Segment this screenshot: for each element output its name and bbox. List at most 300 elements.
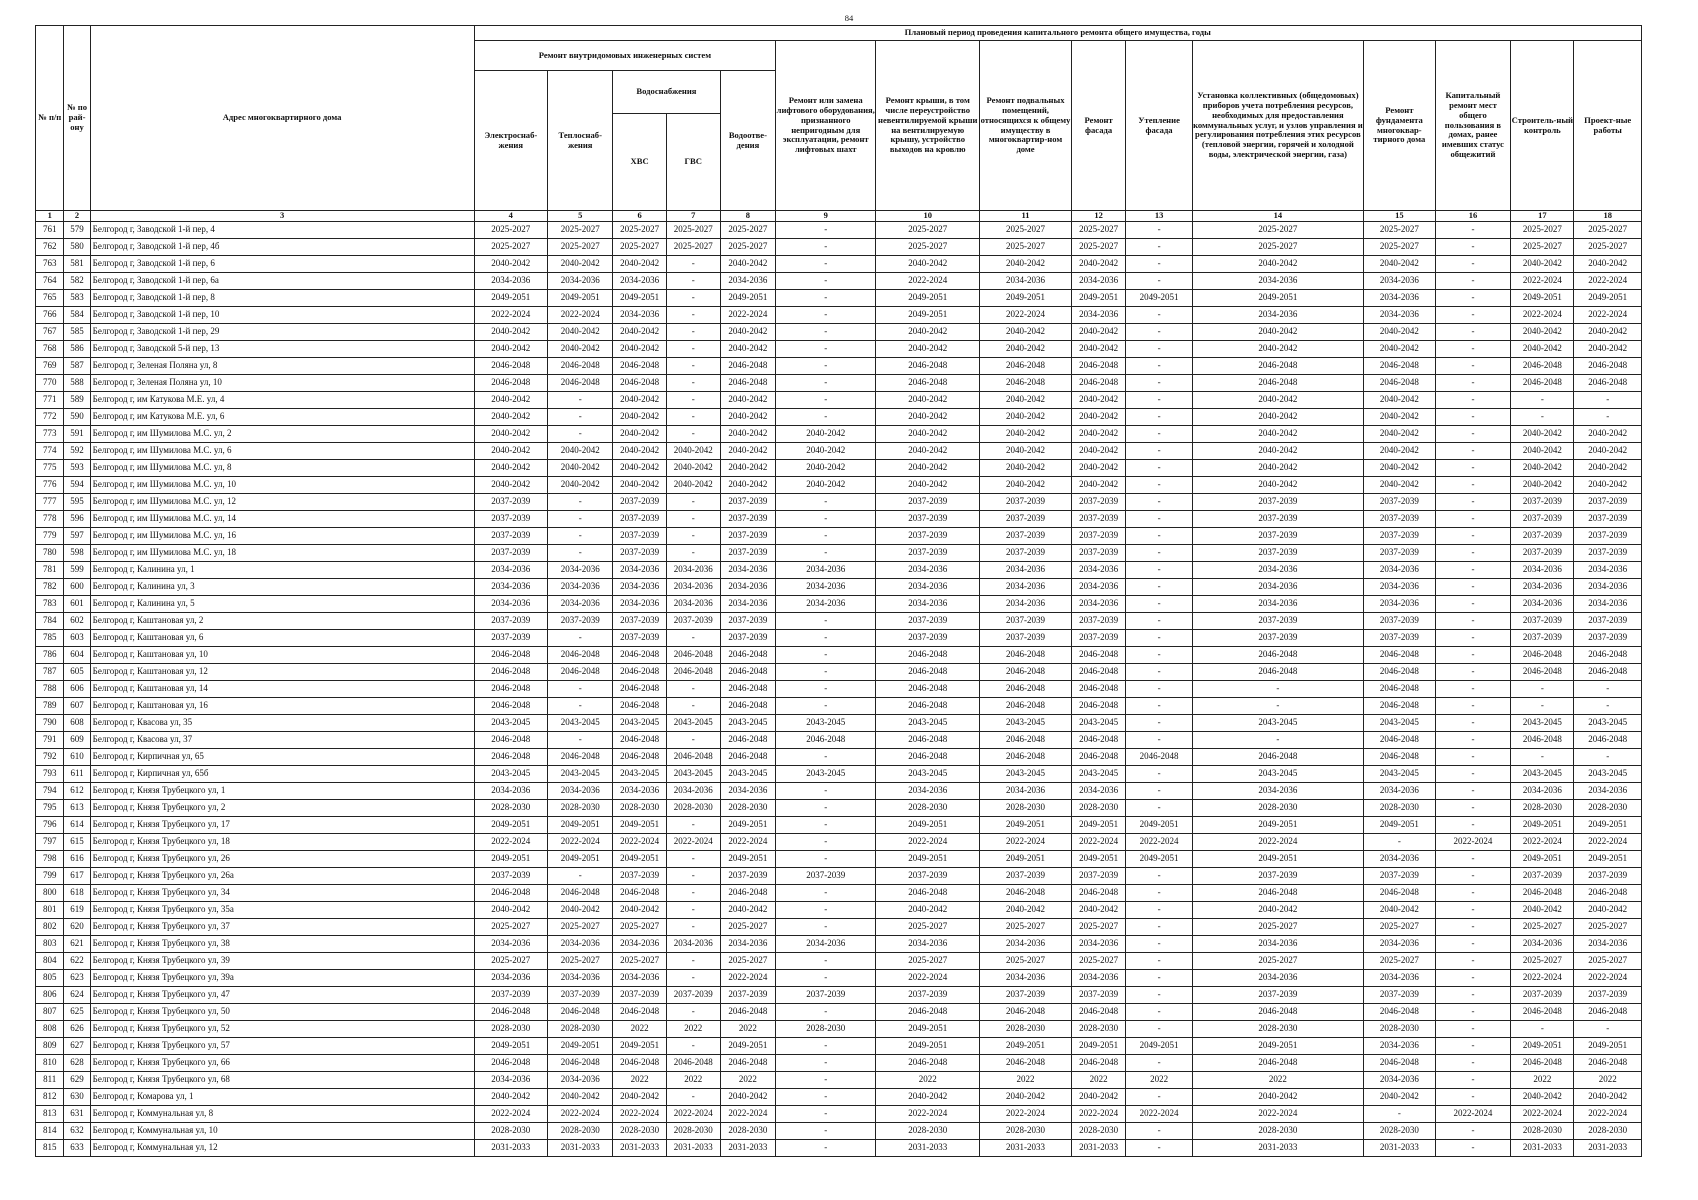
table-cell: 790 (36, 715, 64, 732)
header-address: Адрес многоквартирного дома (90, 26, 474, 211)
table-cell: 2040-2042 (1511, 324, 1574, 341)
table-cell: - (1435, 936, 1511, 953)
table-cell: 2040-2042 (876, 324, 980, 341)
table-cell: 2043-2045 (548, 766, 613, 783)
address-cell: Белгород г, им Шумилова М.С. ул, 12 (90, 494, 474, 511)
table-cell: 2034-2036 (548, 562, 613, 579)
table-cell: 2037-2039 (1192, 630, 1363, 647)
table-cell: 2028-2030 (720, 1123, 776, 1140)
table-cell: 2040-2042 (1192, 409, 1363, 426)
table-cell: 2046-2048 (548, 1055, 613, 1072)
table-cell: 2025-2027 (1364, 239, 1436, 256)
table-row (36, 987, 1642, 1004)
table-cell: 2040-2042 (720, 426, 776, 443)
table-cell: 772 (36, 409, 64, 426)
table-cell: - (1126, 222, 1192, 239)
table-cell: 2046-2048 (720, 1004, 776, 1021)
table-cell: 2025-2027 (1574, 239, 1642, 256)
table-cell: 2040-2042 (613, 324, 667, 341)
table-cell: 615 (64, 834, 90, 851)
table-cell: 2043-2045 (613, 766, 667, 783)
table-cell: 2043-2045 (1192, 715, 1363, 732)
table-cell: 2028-2030 (548, 800, 613, 817)
table-cell: 2037-2039 (474, 868, 548, 885)
table-cell: 2034-2036 (548, 1072, 613, 1089)
table-cell: - (1435, 800, 1511, 817)
table-cell: 2046-2048 (1511, 732, 1574, 749)
table-cell: 597 (64, 528, 90, 545)
table-cell: 2040-2042 (776, 443, 876, 460)
table-cell: 2028-2030 (876, 1123, 980, 1140)
table-cell: 2040-2042 (1192, 426, 1363, 443)
table-cell: 2037-2039 (1511, 987, 1574, 1004)
header-insulation: Утепление фасада (1126, 41, 1192, 211)
table-cell: - (776, 324, 876, 341)
table-cell: 2040-2042 (1071, 426, 1126, 443)
address-cell: Белгород г, Князя Трубецкого ул, 34 (90, 885, 474, 902)
table-cell: 2046-2048 (980, 681, 1071, 698)
table-cell: 2049-2051 (613, 290, 667, 307)
table-cell: 2025-2027 (474, 919, 548, 936)
table-cell: 2025-2027 (980, 239, 1071, 256)
table-cell: - (666, 630, 720, 647)
table-cell: - (1435, 1072, 1511, 1089)
table-cell: 2037-2039 (613, 630, 667, 647)
table-cell: - (776, 630, 876, 647)
table-cell: 2046-2048 (613, 1004, 667, 1021)
table-cell: - (776, 953, 876, 970)
table-cell: 2049-2051 (1071, 817, 1126, 834)
table-cell: 2040-2042 (1511, 460, 1574, 477)
table-row (36, 732, 1642, 749)
table-cell: 2046-2048 (876, 1004, 980, 1021)
table-cell: 2040-2042 (548, 256, 613, 273)
table-cell: - (1435, 902, 1511, 919)
address-cell: Белгород г, им Шумилова М.С. ул, 14 (90, 511, 474, 528)
table-cell: 2037-2039 (720, 528, 776, 545)
address-cell: Белгород г, Князя Трубецкого ул, 52 (90, 1021, 474, 1038)
column-number: 8 (720, 211, 776, 222)
table-cell: 2046-2048 (720, 681, 776, 698)
table-cell: - (666, 1089, 720, 1106)
table-row (36, 545, 1642, 562)
table-cell: - (1435, 698, 1511, 715)
table-cell: 2034-2036 (666, 579, 720, 596)
table-cell: 2025-2027 (1364, 919, 1436, 936)
table-cell: - (1126, 1055, 1192, 1072)
table-cell: 2022-2024 (1574, 273, 1642, 290)
table-cell: - (1126, 460, 1192, 477)
table-row (36, 1140, 1642, 1157)
table-cell: - (1126, 494, 1192, 511)
table-cell: - (1126, 1140, 1192, 1157)
table-cell: 2046-2048 (1364, 681, 1436, 698)
table-row (36, 443, 1642, 460)
table-cell: 2049-2051 (980, 817, 1071, 834)
table-row (36, 1021, 1642, 1038)
table-cell: - (1126, 630, 1192, 647)
table-cell: - (1126, 426, 1192, 443)
table-cell: 2037-2039 (1192, 613, 1363, 630)
table-cell: 2022-2024 (1192, 1106, 1363, 1123)
table-cell: 2040-2042 (720, 477, 776, 494)
address-cell: Белгород г, Каштановая ул, 6 (90, 630, 474, 647)
table-cell: 2034-2036 (980, 936, 1071, 953)
table-cell: 2025-2027 (1192, 239, 1363, 256)
table-cell: 2037-2039 (1511, 545, 1574, 562)
table-cell: 2037-2039 (720, 545, 776, 562)
table-cell: - (776, 902, 876, 919)
table-cell: - (548, 868, 613, 885)
table-cell: - (666, 885, 720, 902)
table-cell: 794 (36, 783, 64, 800)
table-cell: - (1126, 579, 1192, 596)
table-cell: 2046-2048 (1071, 375, 1126, 392)
table-cell: 2049-2051 (720, 290, 776, 307)
table-cell: 2034-2036 (980, 970, 1071, 987)
table-cell: - (1126, 902, 1192, 919)
column-number: 12 (1071, 211, 1126, 222)
table-cell: - (1435, 953, 1511, 970)
table-cell: 2046-2048 (1574, 664, 1642, 681)
table-cell: 2037-2039 (666, 987, 720, 1004)
table-cell: - (1435, 358, 1511, 375)
header-hot-water: ГВС (666, 114, 720, 211)
table-cell: - (1511, 1021, 1574, 1038)
address-cell: Белгород г, Каштановая ул, 10 (90, 647, 474, 664)
table-cell: 605 (64, 664, 90, 681)
table-cell: - (776, 834, 876, 851)
table-cell: 2049-2051 (1574, 817, 1642, 834)
table-cell: 2034-2036 (720, 579, 776, 596)
table-cell: 2022-2024 (1511, 273, 1574, 290)
table-cell: - (1435, 324, 1511, 341)
address-cell: Белгород г, Заводской 1-й пер, 4б (90, 239, 474, 256)
table-cell: 2046-2048 (876, 681, 980, 698)
table-cell: 2028-2030 (1192, 1123, 1363, 1140)
table-cell: 762 (36, 239, 64, 256)
table-cell: 2043-2045 (1192, 766, 1363, 783)
table-cell: 811 (36, 1072, 64, 1089)
table-cell: 2034-2036 (1071, 307, 1126, 324)
table-cell: 2037-2039 (1192, 987, 1363, 1004)
table-row (36, 494, 1642, 511)
column-number: 6 (613, 211, 667, 222)
table-cell: 2040-2042 (1574, 443, 1642, 460)
table-cell: 2046-2048 (1364, 698, 1436, 715)
table-cell: 2049-2051 (613, 1038, 667, 1055)
table-row (36, 562, 1642, 579)
table-cell: - (1435, 545, 1511, 562)
table-cell: - (776, 1055, 876, 1072)
table-cell: 799 (36, 868, 64, 885)
table-cell: 2046-2048 (876, 885, 980, 902)
table-cell: 2025-2027 (1071, 919, 1126, 936)
table-cell: 2025-2027 (1364, 953, 1436, 970)
address-cell: Белгород г, Заводской 1-й пер, 4 (90, 222, 474, 239)
table-cell: 2046-2048 (980, 732, 1071, 749)
table-cell: 2034-2036 (474, 1072, 548, 1089)
table-cell: - (548, 681, 613, 698)
table-cell: - (1126, 324, 1192, 341)
table-cell: 2040-2042 (980, 477, 1071, 494)
header-num: № п/п (36, 26, 64, 211)
table-cell: 2046-2048 (1574, 647, 1642, 664)
table-cell: 2028-2030 (1071, 800, 1126, 817)
table-cell: - (1435, 1123, 1511, 1140)
table-row (36, 324, 1642, 341)
table-cell: 2040-2042 (1364, 409, 1436, 426)
table-row (36, 375, 1642, 392)
table-cell: 2025-2027 (720, 222, 776, 239)
table-cell: 2046-2048 (474, 358, 548, 375)
table-cell: - (666, 324, 720, 341)
table-cell: - (1435, 375, 1511, 392)
table-cell: 2037-2039 (1511, 630, 1574, 647)
table-cell: 2046-2048 (980, 647, 1071, 664)
table-cell: 2022-2024 (1574, 307, 1642, 324)
table-cell: 2043-2045 (1364, 715, 1436, 732)
table-cell: - (548, 409, 613, 426)
table-cell: 2025-2027 (548, 222, 613, 239)
table-cell: 2025-2027 (1574, 919, 1642, 936)
table-cell: 2049-2051 (1126, 1038, 1192, 1055)
table-cell: 2040-2042 (776, 426, 876, 443)
table-cell: 2049-2051 (548, 817, 613, 834)
address-cell: Белгород г, Князя Трубецкого ул, 2 (90, 800, 474, 817)
table-cell: 2022-2024 (1511, 834, 1574, 851)
table-cell: 2040-2042 (548, 1089, 613, 1106)
table-cell: 2046-2048 (1511, 1055, 1574, 1072)
header-dormitory: Капитальный ремонт мест общего пользования в домах, ранее имевших статус общежитий (1435, 41, 1511, 211)
table-cell: 2040-2042 (1071, 460, 1126, 477)
table-cell: - (1126, 987, 1192, 1004)
table-cell: 2046-2048 (1574, 732, 1642, 749)
table-row (36, 834, 1642, 851)
header-facade: Ремонт фасада (1071, 41, 1126, 211)
table-cell: 2022-2024 (1511, 1106, 1574, 1123)
table-cell: 2025-2027 (1511, 222, 1574, 239)
table-row (36, 1072, 1642, 1089)
table-cell: 2046-2048 (1574, 375, 1642, 392)
table-cell: 593 (64, 460, 90, 477)
table-row (36, 596, 1642, 613)
table-cell: 2046-2048 (613, 732, 667, 749)
table-cell: - (1435, 409, 1511, 426)
address-cell: Белгород г, им Шумилова М.С. ул, 2 (90, 426, 474, 443)
table-cell: - (776, 1004, 876, 1021)
table-row (36, 902, 1642, 919)
table-cell: 2034-2036 (876, 783, 980, 800)
table-cell: 2031-2033 (666, 1140, 720, 1157)
table-cell: - (1126, 375, 1192, 392)
table-cell: 2037-2039 (876, 987, 980, 1004)
table-cell: 2025-2027 (980, 222, 1071, 239)
table-cell: 2034-2036 (1364, 579, 1436, 596)
address-cell: Белгород г, Каштановая ул, 12 (90, 664, 474, 681)
address-cell: Белгород г, Калинина ул, 5 (90, 596, 474, 613)
table-cell: 2034-2036 (876, 936, 980, 953)
address-cell: Белгород г, Зеленая Поляна ул, 10 (90, 375, 474, 392)
table-cell: 2034-2036 (666, 596, 720, 613)
table-cell: 583 (64, 290, 90, 307)
table-cell: 2037-2039 (876, 613, 980, 630)
table-cell: 2034-2036 (980, 596, 1071, 613)
table-cell: 2049-2051 (1511, 851, 1574, 868)
table-cell: - (666, 273, 720, 290)
table-cell: 2022-2024 (980, 834, 1071, 851)
table-cell: 2046-2048 (1071, 358, 1126, 375)
table-cell: 771 (36, 392, 64, 409)
table-row (36, 800, 1642, 817)
table-cell: 2037-2039 (980, 494, 1071, 511)
table-cell: 2037-2039 (1574, 528, 1642, 545)
header-roof: Ремонт крыши, в том числе переустройство невентилируемой крыши на вентилируемую крышу, устройство выходов на кровлю (876, 41, 980, 211)
table-row (36, 1123, 1642, 1140)
table-cell: 2040-2042 (1364, 324, 1436, 341)
table-cell: 2022 (980, 1072, 1071, 1089)
column-number: 10 (876, 211, 980, 222)
table-cell: 2043-2045 (720, 715, 776, 732)
table-cell: 2037-2039 (1071, 613, 1126, 630)
table-cell: 2022-2024 (548, 834, 613, 851)
table-cell: 2034-2036 (1574, 936, 1642, 953)
table-cell: 783 (36, 596, 64, 613)
table-cell: 2037-2039 (548, 613, 613, 630)
table-row (36, 630, 1642, 647)
table-cell: 800 (36, 885, 64, 902)
table-row (36, 222, 1642, 239)
table-cell: 2022-2024 (980, 1106, 1071, 1123)
table-cell: 2040-2042 (1192, 477, 1363, 494)
table-cell: 2034-2036 (980, 783, 1071, 800)
table-cell: 579 (64, 222, 90, 239)
table-cell: 2040-2042 (474, 392, 548, 409)
table-cell: 2040-2042 (1574, 477, 1642, 494)
table-cell: 2049-2051 (1192, 817, 1363, 834)
table-cell: - (1435, 273, 1511, 290)
header-design: Проект-ные работы (1574, 41, 1642, 211)
table-cell: - (666, 817, 720, 834)
address-cell: Белгород г, им Шумилова М.С. ул, 18 (90, 545, 474, 562)
table-cell: 2037-2039 (548, 987, 613, 1004)
table-cell: 2046-2048 (548, 358, 613, 375)
table-cell: 2022 (666, 1021, 720, 1038)
table-cell: 774 (36, 443, 64, 460)
address-cell: Белгород г, Князя Трубецкого ул, 18 (90, 834, 474, 851)
table-cell: 2046-2048 (474, 698, 548, 715)
table-row (36, 1089, 1642, 1106)
table-cell: - (1435, 562, 1511, 579)
table-cell: - (666, 545, 720, 562)
table-cell: 2046-2048 (876, 664, 980, 681)
table-cell: 2025-2027 (980, 953, 1071, 970)
table-cell: 2034-2036 (876, 562, 980, 579)
table-cell: - (776, 1140, 876, 1157)
table-cell: - (548, 528, 613, 545)
table-cell: 2028-2030 (613, 1123, 667, 1140)
table-cell: 2025-2027 (548, 919, 613, 936)
table-cell: 2022-2024 (474, 307, 548, 324)
table-cell: 2022-2024 (474, 834, 548, 851)
table-cell: 2037-2039 (1364, 511, 1436, 528)
table-cell: 628 (64, 1055, 90, 1072)
address-cell: Белгород г, Князя Трубецкого ул, 57 (90, 1038, 474, 1055)
address-cell: Белгород г, Князя Трубецкого ул, 17 (90, 817, 474, 834)
table-cell: 2022 (1126, 1072, 1192, 1089)
table-cell: 2040-2042 (1364, 256, 1436, 273)
table-cell: 2037-2039 (876, 545, 980, 562)
table-cell: 601 (64, 596, 90, 613)
table-cell: - (1511, 698, 1574, 715)
table-cell: 2025-2027 (1192, 953, 1363, 970)
table-cell: - (1511, 749, 1574, 766)
table-cell: 2034-2036 (613, 970, 667, 987)
table-cell: - (1435, 1089, 1511, 1106)
table-cell: - (1435, 817, 1511, 834)
table-cell: - (1435, 341, 1511, 358)
table-cell: - (666, 409, 720, 426)
table-cell: 2022 (720, 1072, 776, 1089)
table-cell: 2031-2033 (1192, 1140, 1363, 1157)
table-cell: 2031-2033 (1364, 1140, 1436, 1157)
table-cell: 2043-2045 (1071, 766, 1126, 783)
table-cell: - (1126, 885, 1192, 902)
table-row (36, 528, 1642, 545)
table-cell: 2037-2039 (1071, 630, 1126, 647)
table-cell: 2040-2042 (474, 426, 548, 443)
table-cell: 2025-2027 (980, 919, 1071, 936)
table-row (36, 341, 1642, 358)
table-cell: 2028-2030 (776, 1021, 876, 1038)
table-cell: 2037-2039 (1574, 868, 1642, 885)
table-cell: 2046-2048 (613, 681, 667, 698)
table-cell: 608 (64, 715, 90, 732)
table-cell: 586 (64, 341, 90, 358)
table-cell: - (776, 528, 876, 545)
table-cell: 2022 (720, 1021, 776, 1038)
table-cell: 2034-2036 (980, 579, 1071, 596)
table-cell: 2046-2048 (1511, 375, 1574, 392)
table-cell: 2040-2042 (613, 1089, 667, 1106)
table-cell: 2040-2042 (876, 426, 980, 443)
table-cell: 2037-2039 (613, 987, 667, 1004)
table-row (36, 239, 1642, 256)
table-cell: 763 (36, 256, 64, 273)
table-cell: 596 (64, 511, 90, 528)
table-cell: 2040-2042 (980, 426, 1071, 443)
table-cell: 2040-2042 (980, 460, 1071, 477)
table-cell: 2049-2051 (980, 290, 1071, 307)
table-cell: 2022-2024 (1071, 1106, 1126, 1123)
table-cell: 2040-2042 (720, 256, 776, 273)
table-cell: 2040-2042 (720, 409, 776, 426)
table-cell: 2046-2048 (980, 698, 1071, 715)
table-cell: 2034-2036 (666, 562, 720, 579)
table-cell: 2046-2048 (1511, 358, 1574, 375)
table-cell: - (666, 953, 720, 970)
table-cell: 2025-2027 (666, 222, 720, 239)
table-cell: - (1192, 681, 1363, 698)
table-cell: 2040-2042 (1192, 256, 1363, 273)
table-cell: 2046-2048 (1071, 647, 1126, 664)
table-cell: - (1126, 256, 1192, 273)
address-cell: Белгород г, Квасова ул, 37 (90, 732, 474, 749)
table-cell: 793 (36, 766, 64, 783)
table-cell: 2040-2042 (876, 1089, 980, 1106)
table-cell: 2034-2036 (720, 562, 776, 579)
table-cell: 2022 (613, 1072, 667, 1089)
